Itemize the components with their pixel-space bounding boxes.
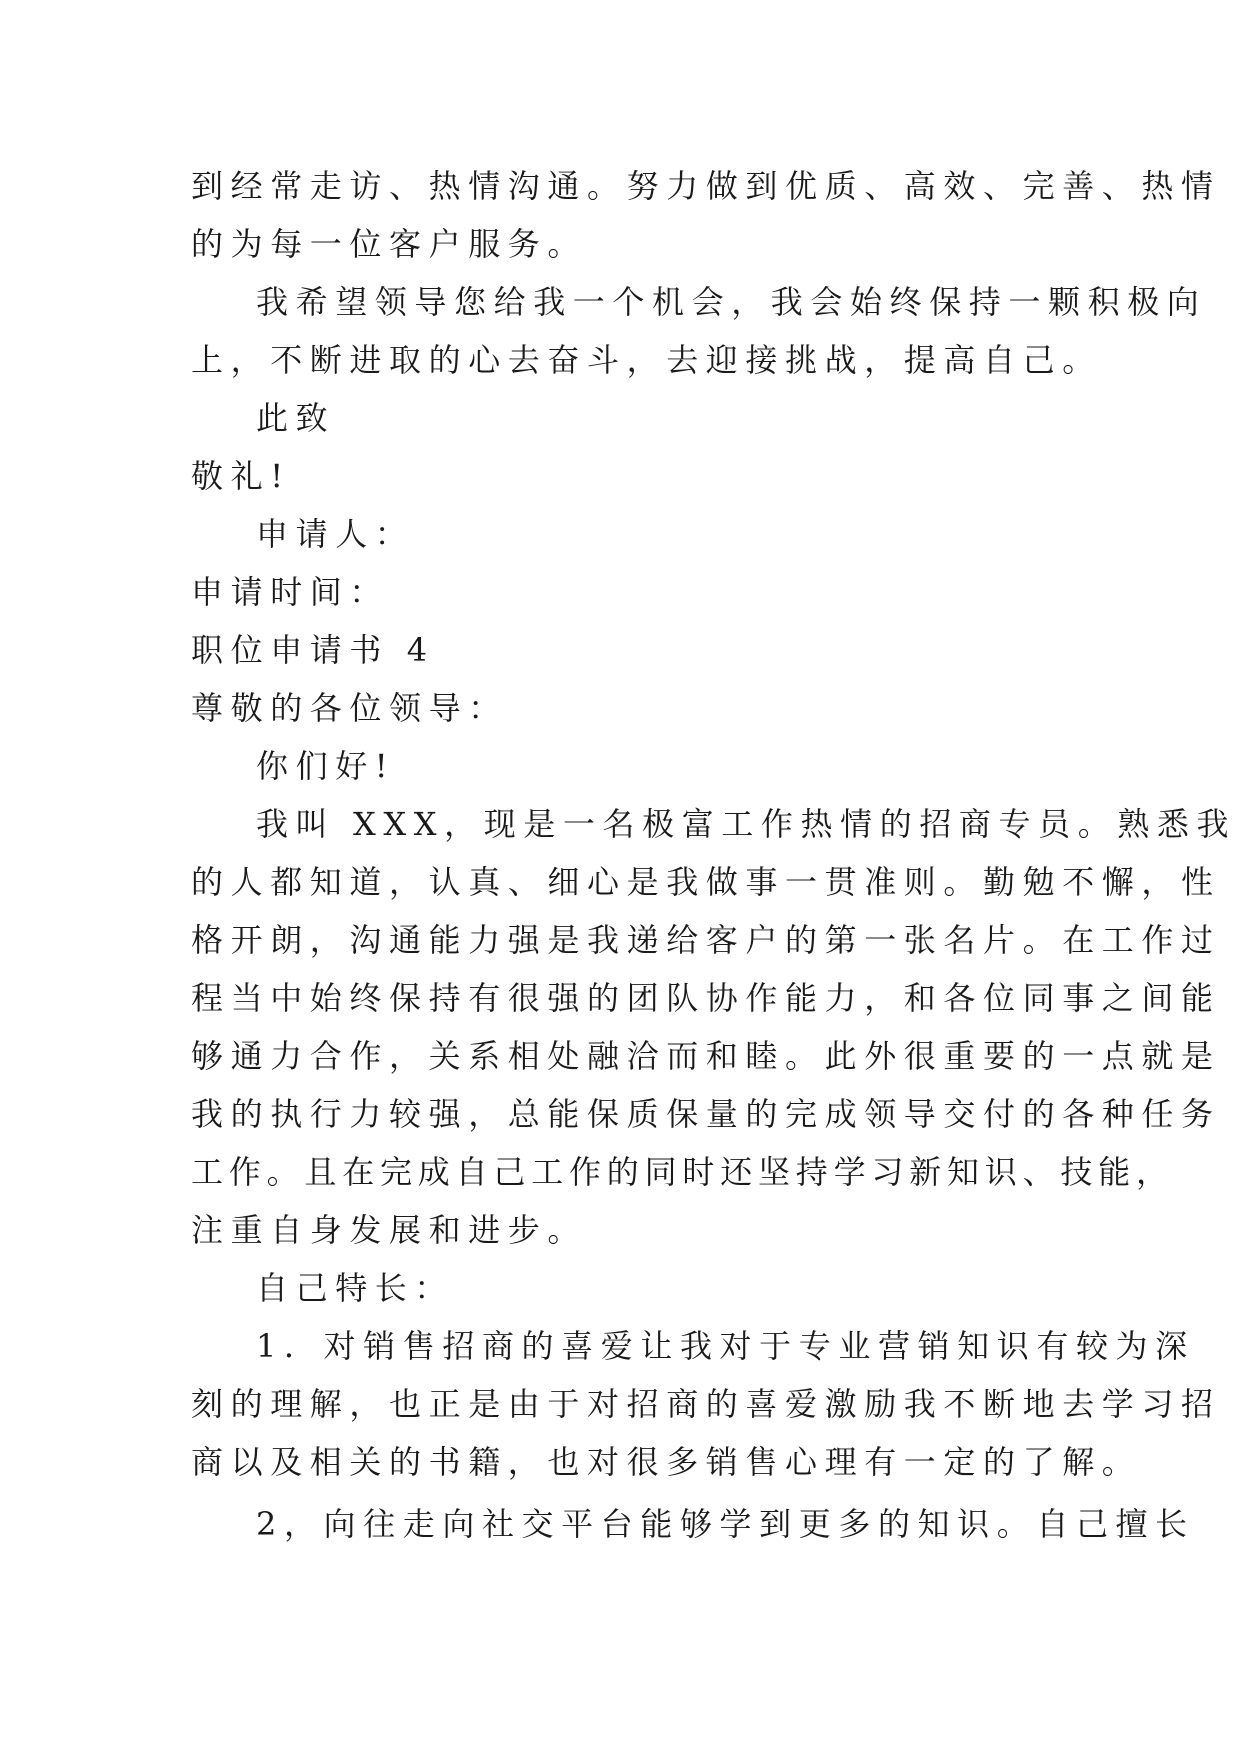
text-line: 工作。且在完成自己工作的同时还坚持学习新知识、技能，	[191, 1153, 1174, 1191]
section-heading: 职位申请书 4	[191, 631, 435, 669]
salutation: 尊敬的各位领导：	[191, 689, 508, 727]
text-line: 申请人：	[256, 515, 415, 553]
text-line: 申请时间：	[191, 573, 390, 611]
text-line: 敬礼!	[191, 457, 291, 495]
list-item-text: 2，向往走向社交平台能够学到更多的知识。自己擅长	[256, 1505, 1195, 1543]
text-line: 的为每一位客户服务。	[191, 225, 588, 263]
text-line: 够通力合作，关系相处融洽而和睦。此外很重要的一点就是	[191, 1037, 1221, 1075]
list-item-text: 1．对销售招商的喜爱让我对于专业营销知识有较为深	[256, 1327, 1195, 1365]
text-line: 注重自身发展和进步。	[191, 1211, 588, 1249]
subheading: 自己特长：	[256, 1269, 455, 1307]
text-line: 我希望领导您给我一个机会，我会始终保持一颗积极向	[256, 283, 1207, 321]
text-line: 商以及相关的书籍，也对很多销售心理有一定的了解。	[191, 1443, 1142, 1481]
text-line: 的人都知道，认真、细心是我做事一贯准则。勤勉不懈，性	[191, 863, 1221, 901]
text-line: 到经常走访、热情沟通。努力做到优质、高效、完善、热情	[191, 167, 1221, 205]
text-line: 上，不断进取的心去奋斗，去迎接挑战，提高自己。	[191, 341, 1102, 379]
text-line: 格开朗，沟通能力强是我递给客户的第一张名片。在工作过	[191, 921, 1221, 959]
text-line: 刻的理解，也正是由于对招商的喜爱激励我不断地去学习招	[191, 1385, 1221, 1423]
text-line: 我叫 XXX，现是一名极富工作热情的招商专员。熟悉我	[256, 805, 1237, 843]
text-line: 程当中始终保持有很强的团队协作能力，和各位同事之间能	[191, 979, 1221, 1017]
text-line: 此致	[256, 399, 336, 437]
greeting: 你们好!	[256, 747, 396, 785]
text-line: 我的执行力较强，总能保质保量的完成领导交付的各种任务	[191, 1095, 1221, 1133]
